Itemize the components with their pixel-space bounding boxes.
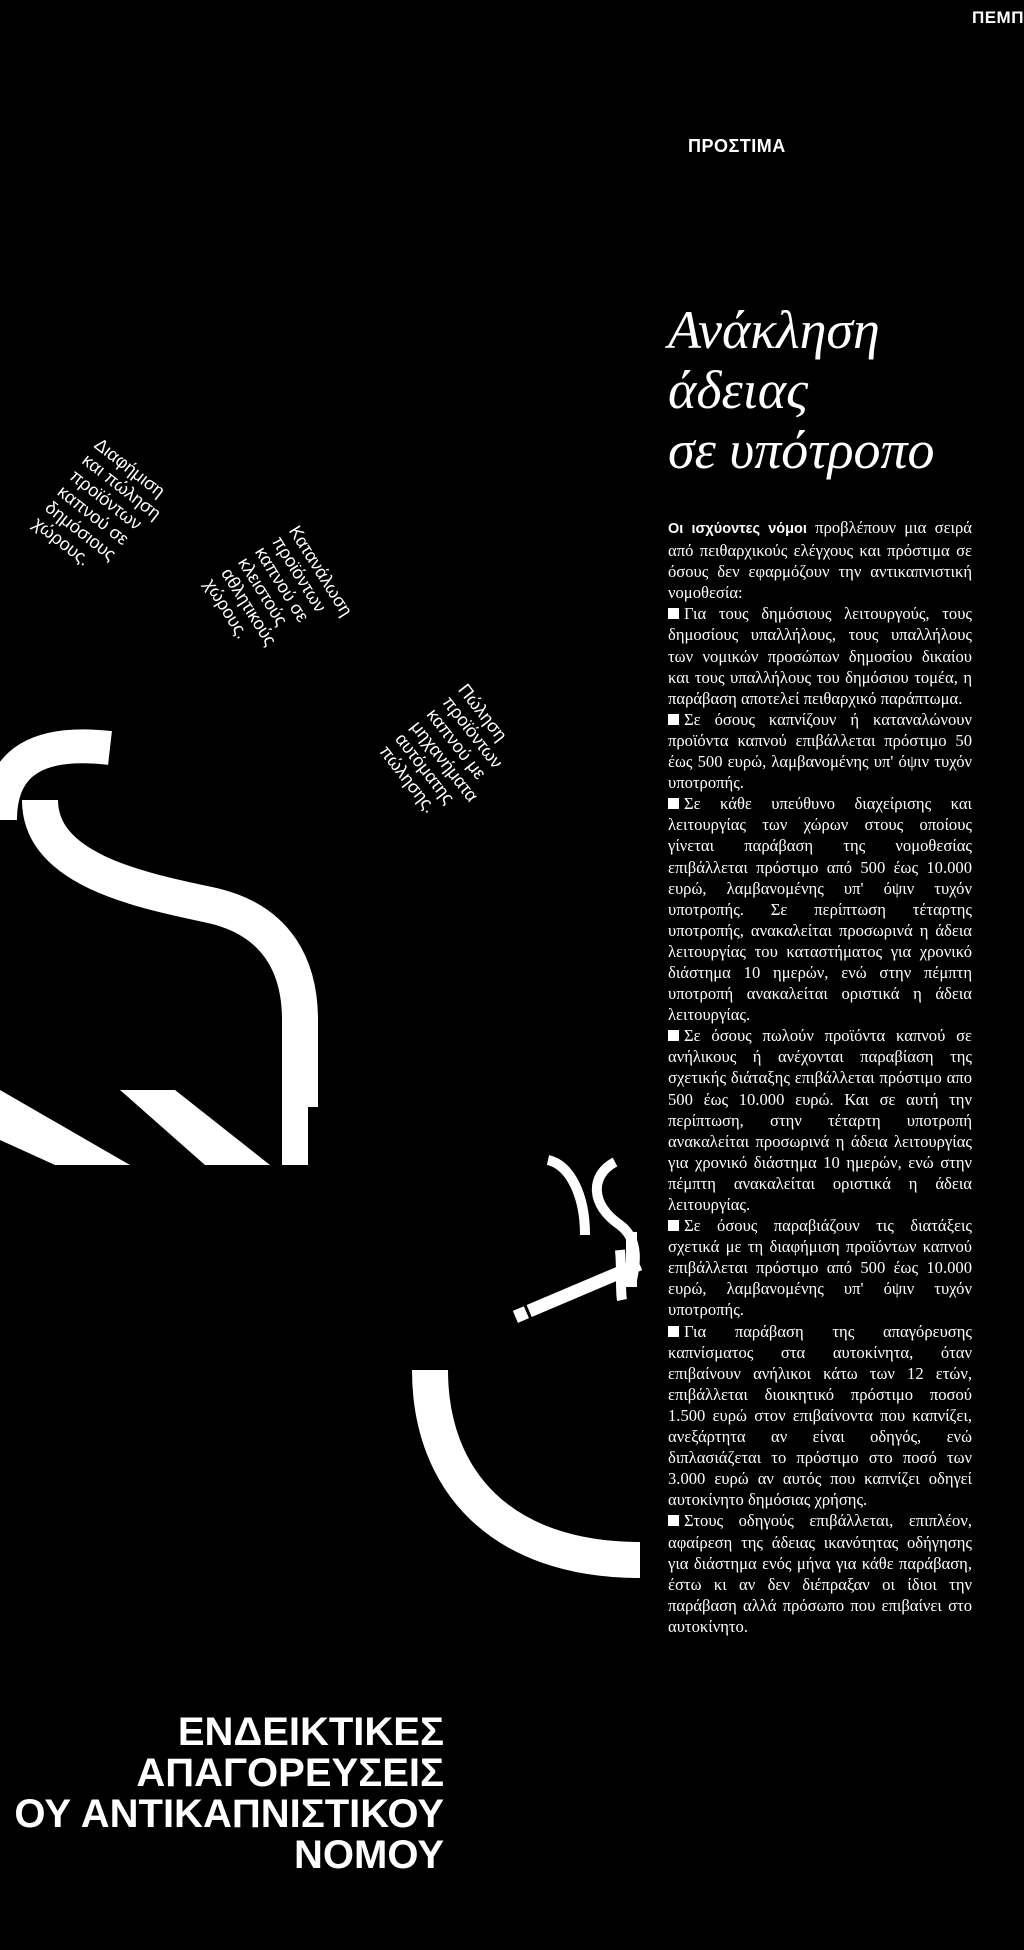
article-item	[668, 1025, 972, 1215]
bullet-square-icon	[668, 608, 679, 619]
headline-line: σε υπότροπο	[668, 420, 935, 480]
graphic-note-sports-venues: Κατανάλωση προϊόντων καπνού σε κλειστούς αθλητικούς χώρους.	[200, 522, 357, 650]
section-label: ΠΡΟΣΤΙΜΑ	[688, 136, 786, 156]
page-header-tag: ΠΕΜΠ	[971, 8, 1024, 27]
bullet-square-icon	[668, 798, 679, 809]
headline-line: Ανάκληση	[668, 300, 880, 360]
graphic-title	[14, 1712, 444, 1876]
bullet-square-icon	[668, 1515, 679, 1526]
large-smoke-body	[40, 800, 300, 1107]
graphic-title-line: ΟΥ ΑΝΤΙΚΑΠΝΙΣΤΙΚΟΥ	[14, 1792, 444, 1836]
article-item	[668, 1215, 972, 1320]
sign-arc	[430, 1370, 640, 1560]
vertical-bar	[282, 1090, 308, 1165]
graphic-note-vending-machines: Πώληση προϊόντων καπνού με μηχανήματα αυτόματης πώλησης.	[375, 680, 512, 817]
graphic-title-line: ΝΟΜΟΥ	[294, 1833, 444, 1877]
article-item	[668, 1321, 972, 1511]
bullet-square-icon	[668, 1326, 679, 1337]
bullet-square-icon	[668, 1220, 679, 1231]
large-smoke-lower-curve	[0, 925, 195, 990]
article-item	[668, 1510, 972, 1637]
diagonal-bar-left	[0, 1090, 130, 1165]
article-item-text: Για παράβαση της απαγόρευσης καπνίσματος στα αυτοκίνητα, όταν επιβαίνουν ανήλικοι κάτω των 12 ετών, επιβάλλεται διοικητικό πρόστιμο ποσού 1.500 ευρώ στον επιβαίνοντα που καπνίζει, ανεξάρτητα αν είναι οδηγός, ενώ διπλασιάζεται το πρόστιμο στο ποσό των 3.000 ευρώ αν αυτός που καπνίζει οδηγεί αυτοκίνητο δημόσιας χρήσης.	[668, 1321, 972, 1510]
article-item-text: Σε όσους πωλούν προϊόντα καπνού σε ανήλικους ή ανέχονται παραβίαση της σχετικής διάταξης επιβάλλεται πρόστιμο απο 500 έως 10.000 ευρώ. Και σε αυτή την περίπτωση, στην τέταρτη υποτροπή ανακαλείται προσωρινά η άδεια λειτουργίας για χρονικό διάστημα 10 ημερών, ενώ στην πέμπτη ανακαλείται οριστικά η άδεια λειτουργίας.	[668, 1026, 972, 1214]
diagonal-bar-middle	[120, 1090, 270, 1165]
article-item-text: Στους οδηγούς επιβάλλεται, επιπλέον, αφαίρεση της άδειας ικανότητας οδήγησης για διάστημα ενός μήνα για κάθε παράβαση, έστω κι αν δεν διέπραξαν οι ίδιοι την παράβαση αλλά πρόσωπο που επιβαίνει στο αυτοκίνητο.	[668, 1511, 972, 1636]
lead-text: προβλέπουν μια σειρά από πειθαρχικούς ελέγχους και πρόστιμα σε όσους δεν εφαρμόζουν την αντικαπνιστική νομοθεσία:	[668, 518, 972, 603]
article-item	[668, 709, 972, 793]
article-item	[668, 793, 972, 1025]
headline-line: άδειας	[668, 360, 808, 420]
article-item-text: Σε όσους παραβιάζουν τις διατάξεις σχετικά με τη διαφήμιση προϊόντων καπνού επιβάλλεται πρόστιμο από 500 έως 10.000 ευρώ, λαμβανομένης υπ' όψιν τυχόν υποτροπής.	[668, 1216, 972, 1320]
bullet-square-icon	[668, 714, 679, 725]
graphic-note-advertising: Διαφήμιση και πώληση προϊόντων καπνού σε δημόσιους χώρους.	[29, 434, 169, 570]
article-item	[668, 603, 972, 708]
lead-label: Οι ισχύοντες νόμοι	[668, 521, 807, 537]
article-headline	[668, 300, 1008, 480]
article-body	[668, 517, 972, 1637]
article-item-text: Για τους δημόσιους λειτουργούς, τους δημοσίους υπαλλήλους, τους υπαλλήλους των νομικών προσώπων δημοσίου δικαίου και τους υπαλλήλους του δημόσιου τομέα, η παράβαση αποτελεί πειθαρχικό παράπτωμα.	[668, 604, 972, 708]
cigarette-ash-bar	[626, 1232, 637, 1287]
bullet-square-icon	[668, 1030, 679, 1041]
article-item-text: Σε κάθε υπεύθυνο διαχείρισης και λειτουργίας των χώρων στους οποίους γίνεται παράβαση της νομοθεσίας επιβάλλεται πρόστιμο από 500 έως 10.000 ευρώ, λαμβανομένης υπ' όψιν τυχόν υποτροπής. Σε περίπτωση τέταρτης υποτροπής, ανακαλείται προσωρινά η άδεια λειτουργίας του καταστήματος για χρονικό διάστημα 10 ημερών, ενώ στην πέμπτη υποτροπή ανακαλείται οριστικά η άδεια λειτουργίας.	[668, 794, 972, 1025]
graphic-title-line: ΑΠΑΓΟΡΕΥΣΕΙΣ	[136, 1751, 444, 1795]
graphic-title-line: ΕΝΔΕΙΚΤΙΚΕΣ	[177, 1710, 444, 1754]
article-item-text: Σε όσους καπνίζουν ή καταναλώνουν προϊόντα καπνού επιβάλλεται πρόστιμο 50 έως 500 ευρώ, λαμβανομένης υπ' όψιν τυχόν υποτροπής.	[668, 709, 972, 793]
article-lead	[668, 517, 972, 603]
